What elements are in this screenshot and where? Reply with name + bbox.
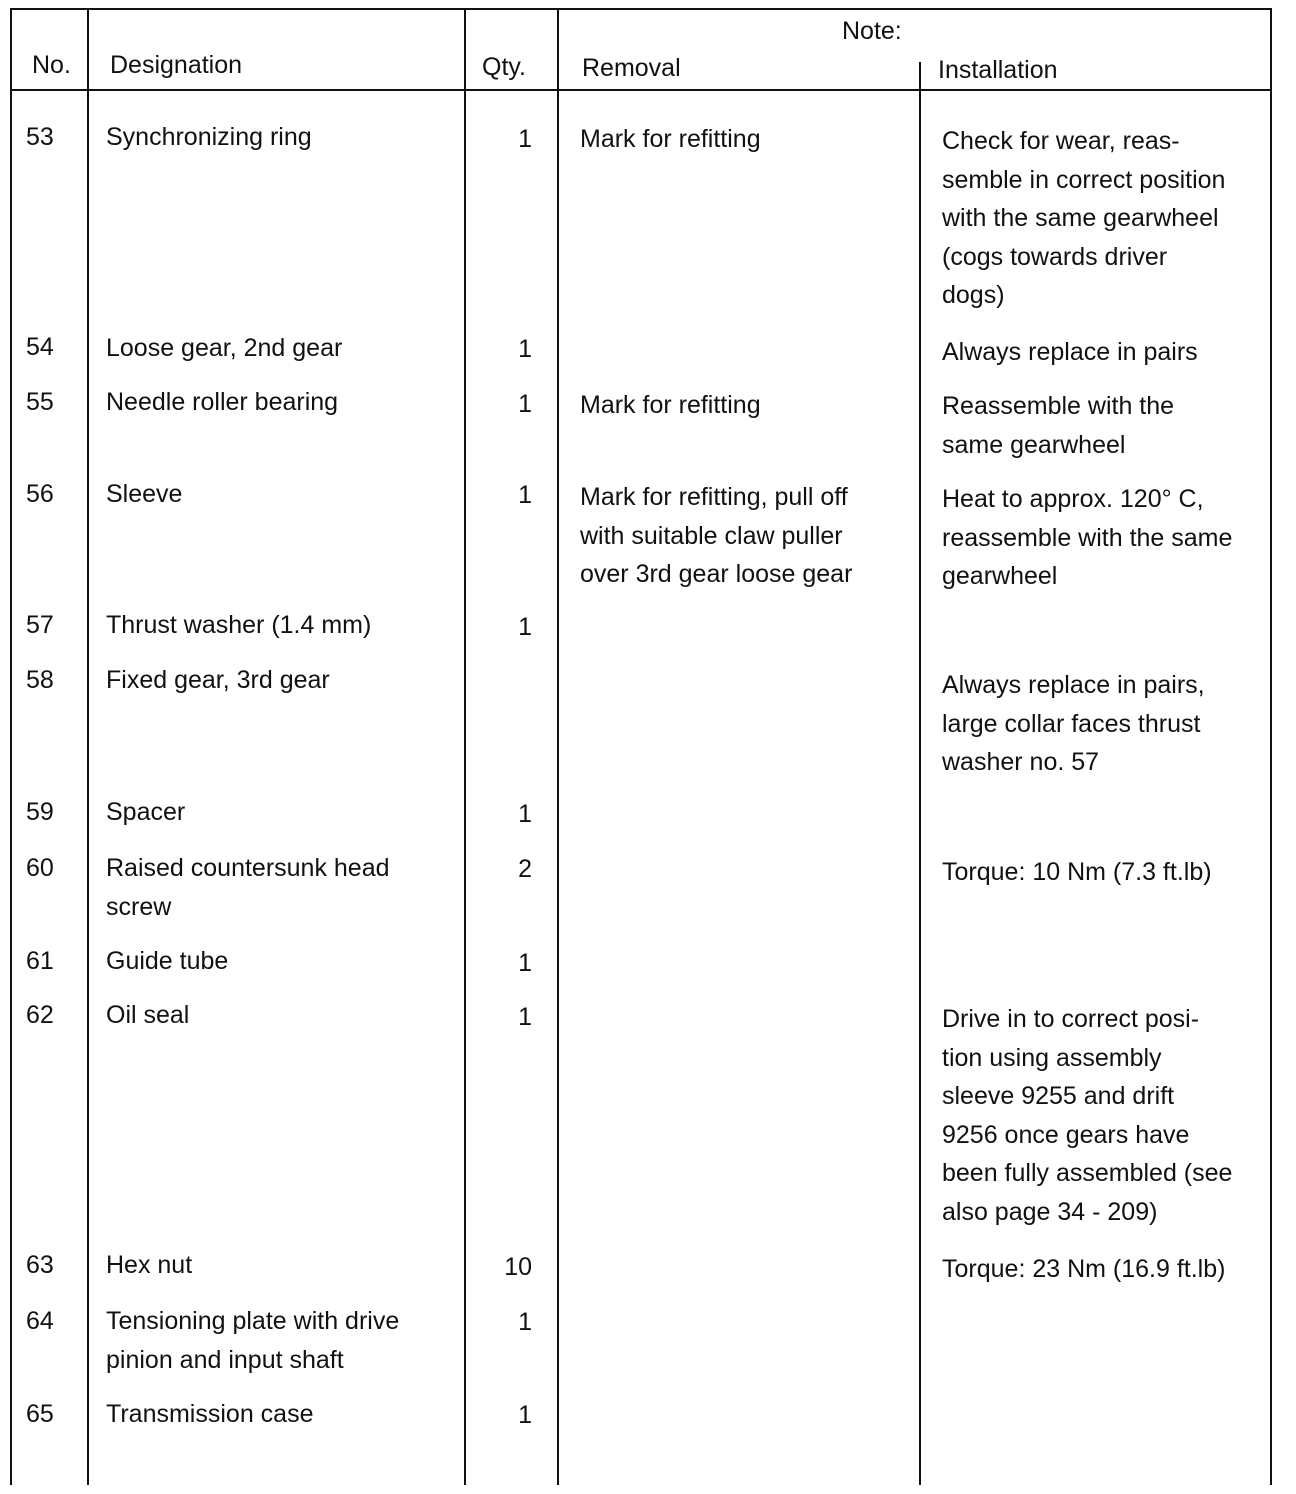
row-63-no: 63 <box>26 1251 54 1279</box>
row-65-qty: 1 <box>518 1401 532 1429</box>
row-62-no: 62 <box>26 1001 54 1029</box>
row-55-no: 55 <box>26 388 54 416</box>
row-57-qty: 1 <box>518 613 532 641</box>
row-61-qty: 1 <box>518 949 532 977</box>
row-63-installation: Torque: 23 Nm (16.9 ft.lb) <box>942 1255 1226 1283</box>
row-55-designation: Needle roller bearing <box>106 388 339 416</box>
row-56-no: 56 <box>26 480 54 508</box>
row-64-no: 64 <box>26 1307 54 1335</box>
row-53-installation: Check for wear, reas- semble in correct position with the same gearwheel (cogs towards driver dogs) <box>942 127 1226 309</box>
row-53-removal: Mark for refitting <box>580 125 761 153</box>
header-qty: Qty. <box>482 53 526 81</box>
row-53-no: 53 <box>26 123 54 151</box>
row-61-designation: Guide tube <box>106 947 229 975</box>
row-59-qty: 1 <box>518 800 532 828</box>
header-rule <box>10 89 1272 91</box>
row-65-no: 65 <box>26 1400 54 1428</box>
row-56-designation: Sleeve <box>106 480 183 508</box>
row-54-installation: Always replace in pairs <box>942 338 1198 366</box>
row-59-no: 59 <box>26 798 54 826</box>
row-56-qty: 1 <box>518 481 532 509</box>
row-56-removal: Mark for refitting, pull off with suitable claw puller over 3rd gear loose gear <box>580 483 853 588</box>
row-62-designation: Oil seal <box>106 1001 190 1029</box>
row-54-no: 54 <box>26 333 54 361</box>
row-55-removal: Mark for refitting <box>580 391 761 419</box>
row-63-designation: Hex nut <box>106 1251 193 1279</box>
row-58-installation: Always replace in pairs, large collar faces thrust washer no. 57 <box>942 671 1205 776</box>
row-57-designation: Thrust washer (1.4 mm) <box>106 611 372 639</box>
row-59-designation: Spacer <box>106 798 186 826</box>
row-62-qty: 1 <box>518 1003 532 1031</box>
row-57-no: 57 <box>26 611 54 639</box>
header-note: Note: <box>842 17 902 45</box>
header-installation: Installation <box>938 56 1058 84</box>
row-60-qty: 2 <box>518 855 532 883</box>
row-64-designation: Tensioning plate with drive pinion and input shaft <box>106 1307 400 1374</box>
row-61-no: 61 <box>26 947 54 975</box>
row-54-designation: Loose gear, 2nd gear <box>106 334 343 362</box>
col-divider-designation <box>464 8 466 1485</box>
row-60-designation: Raised countersunk head screw <box>106 854 390 921</box>
row-56-installation: Heat to approx. 120° C, reassemble with the same gearwheel <box>942 485 1233 590</box>
col-divider-qty <box>557 8 559 1485</box>
header-no: No. <box>32 51 71 79</box>
row-55-qty: 1 <box>518 390 532 418</box>
col-divider-removal <box>919 62 921 1485</box>
row-53-designation: Synchronizing ring <box>106 123 312 151</box>
row-65-designation: Transmission case <box>106 1400 314 1428</box>
header-designation: Designation <box>110 51 243 79</box>
row-54-qty: 1 <box>518 335 532 363</box>
col-divider-no <box>87 8 89 1485</box>
row-58-designation: Fixed gear, 3rd gear <box>106 666 330 694</box>
row-53-qty: 1 <box>518 125 532 153</box>
row-64-qty: 1 <box>518 1308 532 1336</box>
row-60-no: 60 <box>26 854 54 882</box>
header-removal: Removal <box>582 54 681 82</box>
row-55-installation: Reassemble with the same gearwheel <box>942 392 1175 459</box>
row-58-no: 58 <box>26 666 54 694</box>
row-60-installation: Torque: 10 Nm (7.3 ft.lb) <box>942 858 1212 886</box>
row-62-installation: Drive in to correct posi- tion using assembly sleeve 9255 and drift 9256 once gears have been fully assembled (see also page 34 - 209) <box>942 1005 1233 1226</box>
row-63-qty: 10 <box>504 1253 532 1281</box>
